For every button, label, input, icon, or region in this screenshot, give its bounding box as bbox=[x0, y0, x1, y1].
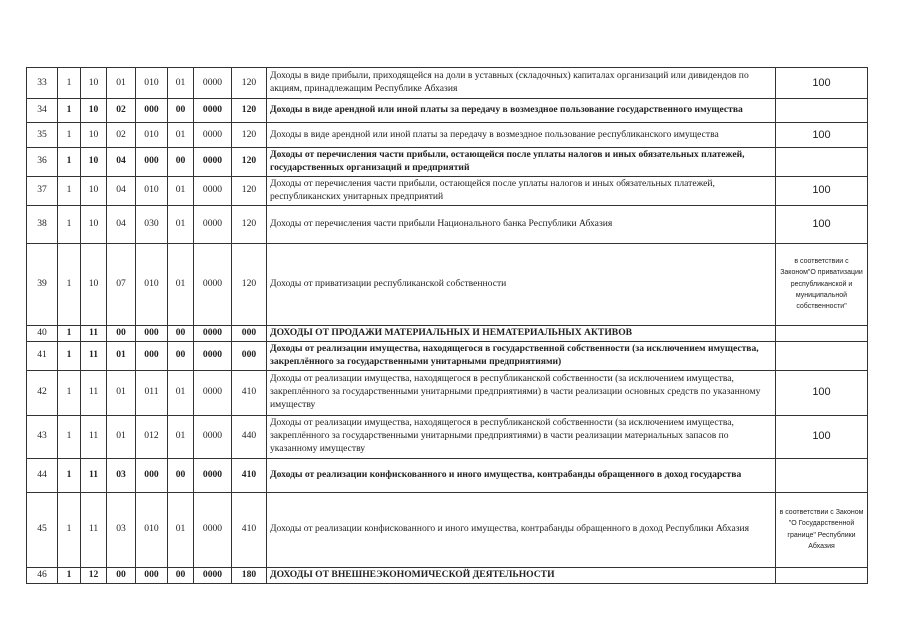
table-row bbox=[27, 99, 868, 123]
code-cell: 120 bbox=[232, 176, 267, 205]
code-cell: 01 bbox=[168, 243, 194, 325]
code-cell: 10 bbox=[81, 123, 107, 148]
code-cell: 0000 bbox=[194, 205, 232, 243]
code-cell: 0000 bbox=[194, 123, 232, 148]
code-cell: 410 bbox=[232, 492, 267, 567]
code-cell: 1 bbox=[58, 567, 81, 583]
description-cell: Доходы в виде прибыли, приходящейся на доли в уставных (складочных) капиталах организаций или дивидендов по акциям, принадлежащим Республике Абхазия bbox=[267, 68, 776, 99]
table-row bbox=[27, 492, 868, 567]
code-cell: 1 bbox=[58, 123, 81, 148]
code-cell: 0000 bbox=[194, 492, 232, 567]
code-cell: 120 bbox=[232, 148, 267, 177]
norm-cell: 100 bbox=[776, 176, 868, 205]
code-cell: 11 bbox=[81, 492, 107, 567]
norm-cell bbox=[776, 99, 868, 123]
norm-cell: 100 bbox=[776, 205, 868, 243]
code-cell: 120 bbox=[232, 68, 267, 99]
row-number: 38 bbox=[27, 205, 58, 243]
code-cell: 1 bbox=[58, 176, 81, 205]
code-cell: 10 bbox=[81, 176, 107, 205]
code-cell: 0000 bbox=[194, 415, 232, 458]
code-cell: 010 bbox=[136, 68, 168, 99]
code-cell: 0000 bbox=[194, 458, 232, 492]
code-cell: 01 bbox=[168, 68, 194, 99]
description-cell: Доходы от реализации конфискованного и иного имущества, контрабанды обращенного в доход Республики Абхазия bbox=[267, 492, 776, 567]
code-cell: 410 bbox=[232, 458, 267, 492]
description-cell: Доходы от перечисления части прибыли, остающейся после уплаты налогов и иных обязательных платежей, республиканских унитарных предприятий bbox=[267, 176, 776, 205]
code-cell: 0000 bbox=[194, 148, 232, 177]
norm-cell: 100 bbox=[776, 370, 868, 415]
row-number: 43 bbox=[27, 415, 58, 458]
code-cell: 1 bbox=[58, 325, 81, 341]
code-cell: 000 bbox=[232, 341, 267, 370]
code-cell: 120 bbox=[232, 205, 267, 243]
description-cell: Доходы в виде арендной или иной платы за передачу в возмездное пользование республиканского имущества bbox=[267, 123, 776, 148]
description-cell: Доходы от перечисления части прибыли Национального банка Республики Абхазия bbox=[267, 205, 776, 243]
table-row bbox=[27, 243, 868, 325]
code-cell: 010 bbox=[136, 176, 168, 205]
row-number: 34 bbox=[27, 99, 58, 123]
code-cell: 01 bbox=[168, 415, 194, 458]
row-number: 42 bbox=[27, 370, 58, 415]
code-cell: 010 bbox=[136, 123, 168, 148]
code-cell: 10 bbox=[81, 99, 107, 123]
code-cell: 10 bbox=[81, 243, 107, 325]
code-cell: 07 bbox=[107, 243, 136, 325]
table-row bbox=[27, 458, 868, 492]
row-number: 44 bbox=[27, 458, 58, 492]
code-cell: 04 bbox=[107, 148, 136, 177]
code-cell: 01 bbox=[107, 341, 136, 370]
table-row bbox=[27, 176, 868, 205]
row-number: 40 bbox=[27, 325, 58, 341]
description-cell: Доходы от реализации имущества, находящегося в республиканской собственности (за исключением имущества, закреплённого за государственными унитарными предприятиями) в части реализации материальных запасов по указанному имуществу bbox=[267, 415, 776, 458]
norm-cell: 100 bbox=[776, 415, 868, 458]
code-cell: 04 bbox=[107, 176, 136, 205]
code-cell: 00 bbox=[168, 458, 194, 492]
code-cell: 410 bbox=[232, 370, 267, 415]
code-cell: 000 bbox=[136, 325, 168, 341]
code-cell: 0000 bbox=[194, 243, 232, 325]
description-cell: Доходы от реализации имущества, находящегося в республиканской собственности (за исключением имущества, закреплённого за государственными унитарными предприятиями) в части реализации основных средств по указанному имуществу bbox=[267, 370, 776, 415]
code-cell: 03 bbox=[107, 458, 136, 492]
code-cell: 11 bbox=[81, 415, 107, 458]
norm-cell: в соответствии с Законом"О приватизации республиканской и муниципальной собственности" bbox=[776, 243, 868, 325]
code-cell: 030 bbox=[136, 205, 168, 243]
row-number: 37 bbox=[27, 176, 58, 205]
code-cell: 12 bbox=[81, 567, 107, 583]
norm-cell: 100 bbox=[776, 68, 868, 99]
row-number: 39 bbox=[27, 243, 58, 325]
code-cell: 010 bbox=[136, 243, 168, 325]
code-cell: 120 bbox=[232, 123, 267, 148]
code-cell: 01 bbox=[168, 370, 194, 415]
norm-cell bbox=[776, 458, 868, 492]
code-cell: 000 bbox=[232, 325, 267, 341]
row-number: 45 bbox=[27, 492, 58, 567]
code-cell: 000 bbox=[136, 341, 168, 370]
code-cell: 01 bbox=[107, 68, 136, 99]
code-cell: 11 bbox=[81, 341, 107, 370]
code-cell: 01 bbox=[168, 492, 194, 567]
row-number: 36 bbox=[27, 148, 58, 177]
description-cell: ДОХОДЫ ОТ ВНЕШНЕЭКОНОМИЧЕСКОЙ ДЕЯТЕЛЬНОСТИ bbox=[267, 567, 776, 583]
code-cell: 01 bbox=[168, 176, 194, 205]
table-row bbox=[27, 341, 868, 370]
code-cell: 1 bbox=[58, 148, 81, 177]
description-cell: ДОХОДЫ ОТ ПРОДАЖИ МАТЕРИАЛЬНЫХ И НЕМАТЕРИАЛЬНЫХ АКТИВОВ bbox=[267, 325, 776, 341]
table-row bbox=[27, 325, 868, 341]
code-cell: 0000 bbox=[194, 325, 232, 341]
code-cell: 01 bbox=[168, 205, 194, 243]
code-cell: 1 bbox=[58, 492, 81, 567]
code-cell: 03 bbox=[107, 492, 136, 567]
code-cell: 02 bbox=[107, 123, 136, 148]
row-number: 33 bbox=[27, 68, 58, 99]
table-row bbox=[27, 415, 868, 458]
table-row bbox=[27, 567, 868, 583]
code-cell: 1 bbox=[58, 458, 81, 492]
code-cell: 000 bbox=[136, 99, 168, 123]
code-cell: 0000 bbox=[194, 99, 232, 123]
code-cell: 120 bbox=[232, 243, 267, 325]
norm-cell: в соответствии с Законом "О Государственной границе" Республики Абхазия bbox=[776, 492, 868, 567]
code-cell: 00 bbox=[168, 341, 194, 370]
code-cell: 000 bbox=[136, 148, 168, 177]
code-cell: 00 bbox=[168, 567, 194, 583]
code-cell: 1 bbox=[58, 415, 81, 458]
table-row bbox=[27, 148, 868, 177]
code-cell: 0000 bbox=[194, 68, 232, 99]
code-cell: 00 bbox=[168, 325, 194, 341]
norm-cell: 100 bbox=[776, 123, 868, 148]
code-cell: 0000 bbox=[194, 370, 232, 415]
code-cell: 01 bbox=[107, 370, 136, 415]
code-cell: 011 bbox=[136, 370, 168, 415]
code-cell: 0000 bbox=[194, 567, 232, 583]
table-row bbox=[27, 123, 868, 148]
row-number: 46 bbox=[27, 567, 58, 583]
code-cell: 11 bbox=[81, 325, 107, 341]
code-cell: 1 bbox=[58, 205, 81, 243]
table-row bbox=[27, 205, 868, 243]
code-cell: 00 bbox=[107, 325, 136, 341]
row-number: 35 bbox=[27, 123, 58, 148]
code-cell: 120 bbox=[232, 99, 267, 123]
code-cell: 11 bbox=[81, 458, 107, 492]
code-cell: 012 bbox=[136, 415, 168, 458]
budget-classification-table bbox=[26, 67, 868, 584]
description-cell: Доходы от перечисления части прибыли, остающейся после уплаты налогов и иных обязательных платежей, государственных организаций и предприятий bbox=[267, 148, 776, 177]
code-cell: 01 bbox=[107, 415, 136, 458]
code-cell: 10 bbox=[81, 205, 107, 243]
code-cell: 1 bbox=[58, 68, 81, 99]
code-cell: 00 bbox=[107, 567, 136, 583]
norm-cell bbox=[776, 325, 868, 341]
code-cell: 0000 bbox=[194, 176, 232, 205]
description-cell: Доходы в виде арендной или иной платы за передачу в возмездное пользование государственного имущества bbox=[267, 99, 776, 123]
table-row bbox=[27, 370, 868, 415]
description-cell: Доходы от приватизации республиканской собственности bbox=[267, 243, 776, 325]
code-cell: 180 bbox=[232, 567, 267, 583]
code-cell: 02 bbox=[107, 99, 136, 123]
code-cell: 000 bbox=[136, 567, 168, 583]
description-cell: Доходы от реализации имущества, находящегося в государственной собственности (за исключением имущества, закреплённого за государственными унитарными предприятиями) bbox=[267, 341, 776, 370]
code-cell: 1 bbox=[58, 243, 81, 325]
code-cell: 000 bbox=[136, 458, 168, 492]
norm-cell bbox=[776, 148, 868, 177]
code-cell: 10 bbox=[81, 68, 107, 99]
code-cell: 1 bbox=[58, 370, 81, 415]
code-cell: 1 bbox=[58, 99, 81, 123]
norm-cell bbox=[776, 567, 868, 583]
description-cell: Доходы от реализации конфискованного и иного имущества, контрабанды обращенного в доход государства bbox=[267, 458, 776, 492]
table-row bbox=[27, 68, 868, 99]
code-cell: 10 bbox=[81, 148, 107, 177]
code-cell: 04 bbox=[107, 205, 136, 243]
row-number: 41 bbox=[27, 341, 58, 370]
code-cell: 440 bbox=[232, 415, 267, 458]
code-cell: 00 bbox=[168, 148, 194, 177]
code-cell: 0000 bbox=[194, 341, 232, 370]
code-cell: 01 bbox=[168, 123, 194, 148]
code-cell: 00 bbox=[168, 99, 194, 123]
code-cell: 11 bbox=[81, 370, 107, 415]
norm-cell bbox=[776, 341, 868, 370]
code-cell: 010 bbox=[136, 492, 168, 567]
code-cell: 1 bbox=[58, 341, 81, 370]
